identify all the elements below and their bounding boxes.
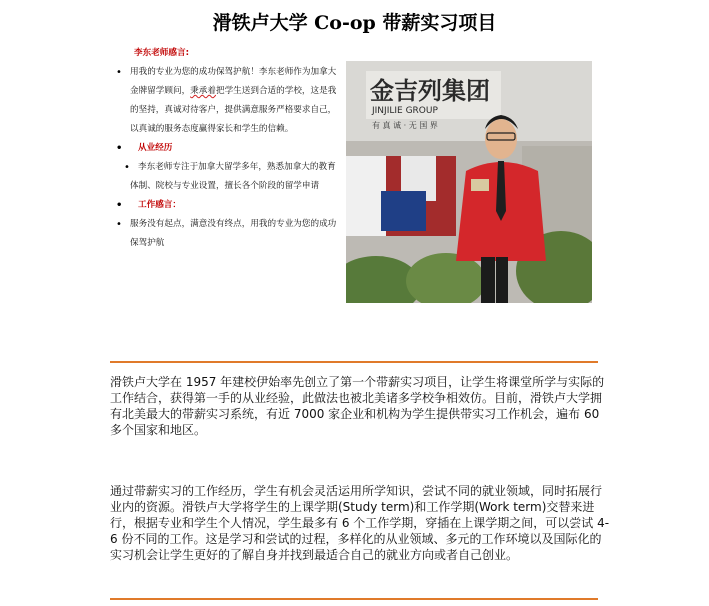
- teacher-photo: [346, 61, 592, 303]
- logo-text: 金吉列集团: [370, 77, 490, 105]
- intro-bullet-1: [108, 63, 340, 139]
- motto-text: • 服务没有起点，满意没有终点，用我的专业为您的成功保驾护航: [108, 215, 340, 253]
- experience-text: • 李东老师专注于加拿大留学多年，熟悉加拿大的教育体制、院校与专业设置，擅长各个阶段的留学申请: [108, 158, 340, 196]
- section-divider-top: [110, 361, 598, 363]
- paragraph-history: 滑铁卢大学在 1957 年建校伊始率先创立了第一个带薪实习项目，让学生将课堂所学与实际的工作结合，获得第一手的从业经验，此做法也被北美诸多学校争相效仿。目前，滑铁卢大学拥有北美最大的带薪实习系统，有近 7000 家企业和机构为学生提供带实习工作机会，遍布 60 多个国家和地区。: [110, 375, 605, 437]
- logo-slogan: 有 真 诚 · 无 国 界: [372, 121, 438, 130]
- bullet1-text-spellcheck: 秉承着: [190, 86, 216, 96]
- teacher-photo-illustration: [346, 61, 592, 303]
- paragraph-coop-experience: 通过带薪实习的工作经历，学生有机会灵活运用所学知识，尝试不同的就业领域，同时拓展行业内的资源。滑铁卢大学将学生的上课学期(Study term)和工作学期(Work term)交替来进行，根据专业和学生个人情况，学生最多有 6 个工作学期，穿插在上课学期之间，可以尝试 4-6 份不同的工作。这是学习和尝试的过程，多样化的从业领域、多元的工作环境以及国际化的实习机会让学生更好的了解自身并找到最适合自己的就业方向或者自己创业。: [110, 484, 610, 562]
- bullet1-text-post: 把学生送到合适的学校，这是我的坚持，真诚对待客户，提供满意服务严格要求自己，以真诚的服务态度赢得家长和学生的信赖。: [130, 86, 337, 134]
- page-title: 滑铁卢大学 Co-op 带薪实习项目: [212, 12, 497, 34]
- logo-sub: JINJILIE GROUP: [372, 106, 438, 116]
- intro-heading: 李东老师感言:: [134, 48, 189, 58]
- section-divider-bottom: [110, 598, 598, 600]
- experience-heading: • 从业经历: [108, 139, 340, 158]
- teacher-intro: [108, 44, 340, 253]
- motto-heading: • 工作感言：: [108, 196, 340, 215]
- bullet1-text-pre: 用我的专业为您的成功保驾护航！李东老师作为加拿大金牌留学顾问，: [130, 67, 337, 96]
